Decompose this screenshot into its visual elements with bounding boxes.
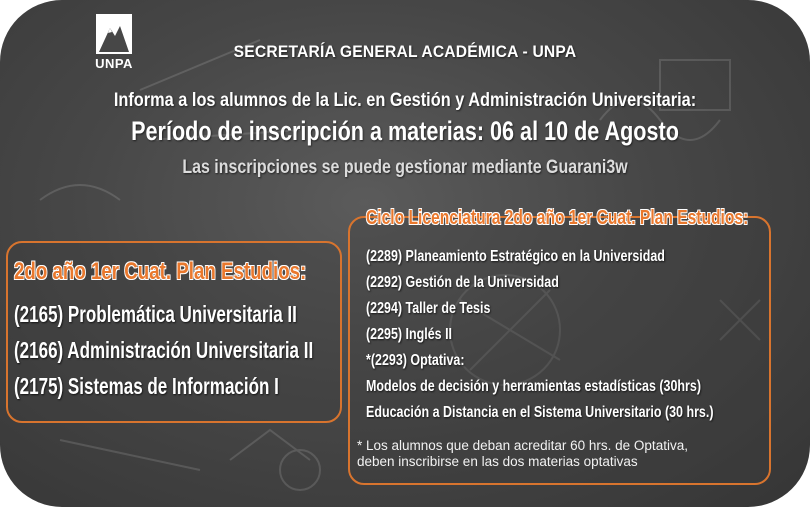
ciclo-heading: Ciclo Licenciatura 2do año 1er Cuat. Plan Estudios: — [366, 207, 749, 229]
ciclo-item: (2289) Planeamiento Estratégico en la Universidad — [366, 248, 665, 265]
optativa-note-line2: deben inscribirse en las dos materias optativas — [357, 454, 638, 469]
plan-heading: 2do año 1er Cuat. Plan Estudios: — [14, 258, 307, 285]
ciclo-item: (2294) Taller de Tesis — [366, 300, 491, 317]
header-title: SECRETARÍA GENERAL ACADÉMICA - UNPA — [233, 42, 577, 61]
header-informa: Informa a los alumnos de la Lic. en Gestión y Administración Universitaria: — [113, 90, 697, 111]
ciclo-item: Educación a Distancia en el Sistema Universitario (30 hrs.) — [366, 404, 714, 421]
ciclo-item: (2295) Inglés II — [366, 326, 453, 343]
plan-item: (2175) Sistemas de Información I — [14, 373, 279, 399]
ciclo-item: Modelos de decisión y herramientas estadísticas (30hrs) — [366, 378, 702, 395]
plan-item: (2165) Problemática Universitaria II — [14, 301, 297, 327]
ciclo-list — [366, 244, 810, 426]
plan-list — [14, 296, 418, 404]
unpa-logo-text: UNPA — [95, 56, 133, 71]
ciclo-item: (2292) Gestión de la Universidad — [366, 274, 559, 291]
header-guarani: Las inscripciones se puede gestionar mediante Guarani3w — [182, 157, 628, 178]
optativa-note-line1: * Los alumnos que deban acreditar 60 hrs. de Optativa, — [357, 438, 688, 453]
ciclo-item: *(2293) Optativa: — [366, 352, 465, 369]
header-periodo: Período de inscripción a materias: 06 al 10 de Agosto — [131, 116, 679, 146]
plan-item: (2166) Administración Universitaria II — [14, 337, 314, 363]
optativa-note — [357, 438, 688, 470]
